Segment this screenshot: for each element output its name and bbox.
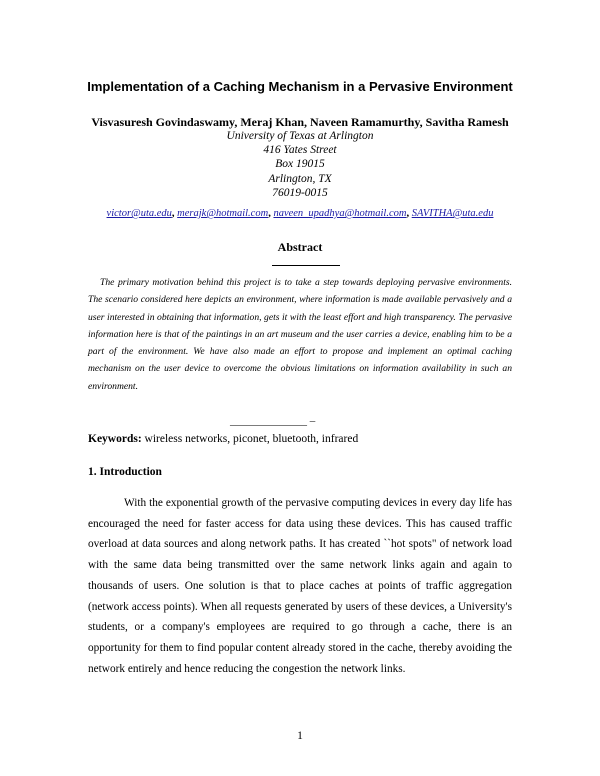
paper-title: Implementation of a Caching Mechanism in a Pervasive Environment — [87, 79, 513, 94]
abstract-separator: ______________ – — [230, 415, 316, 427]
abstract-text: The primary motivation behind this project is to take a step towards deploying pervasive environments. The scenario considered here depicts an environment, where information is made available pervasively and a user interested in obtaining that information, gets it with the least effort and high transparency. The pervasive information here is that of the paintings in an art museum and the user carries a device, enabling him to be a part of the environment. We have also made an effort to propose and implement an optimal caching mechanism on the user device to overcome the obvious limitations on information availability in such an environment. — [88, 277, 512, 392]
keywords-value: wireless networks, piconet, bluetooth, infrared — [144, 433, 359, 445]
section-heading: 1. Introduction — [88, 466, 162, 478]
affiliation-block — [0, 129, 600, 200]
affiliation-city: Arlington, TX — [268, 172, 332, 185]
affiliation-university: University of Texas at Arlington — [226, 130, 374, 142]
abstract-heading: Abstract — [277, 240, 323, 254]
abstract-rule — [272, 265, 340, 266]
keywords-line — [88, 433, 358, 445]
email-link[interactable]: victor@uta.edu — [106, 208, 172, 219]
affiliation-zip: 76019-0015 — [272, 186, 328, 199]
author-list: Visvasuresh Govindaswamy, Meraj Khan, Naveen Ramamurthy, Savitha Ramesh — [91, 115, 509, 129]
page-number: 1 — [297, 730, 303, 742]
email-list: victor@uta.edu, merajk@hotmail.com, naveen_upadhya@hotmail.com, SAVITHA@uta.edu — [106, 208, 494, 219]
email-link[interactable]: merajk@hotmail.com — [177, 208, 269, 219]
affiliation-box: Box 19015 — [275, 158, 325, 171]
affiliation-street: 416 Yates Street — [263, 144, 337, 157]
intro-paragraph: With the exponential growth of the pervasive computing devices in every day life has encouraged the need for faster access for data using these devices. This has caused traffic overload at data sources and along network paths. It has created ``hot spots" of network load with the same data being transmitted over the same network links again and again to thousands of users. One solution is that to place caches at points of traffic aggregation (network access points). When all requests generated by users of these devices, a University's students, or a company's employees are required to go through a cache, there is an opportunity for them to find popular content already stored in the cache, thereby avoiding the network entirely and hence reducing the congestion the network links. — [88, 497, 512, 675]
keywords-label: Keywords: — [88, 433, 142, 445]
email-link[interactable]: SAVITHA@uta.edu — [411, 208, 494, 219]
email-link[interactable]: naveen_upadhya@hotmail.com — [273, 208, 407, 219]
